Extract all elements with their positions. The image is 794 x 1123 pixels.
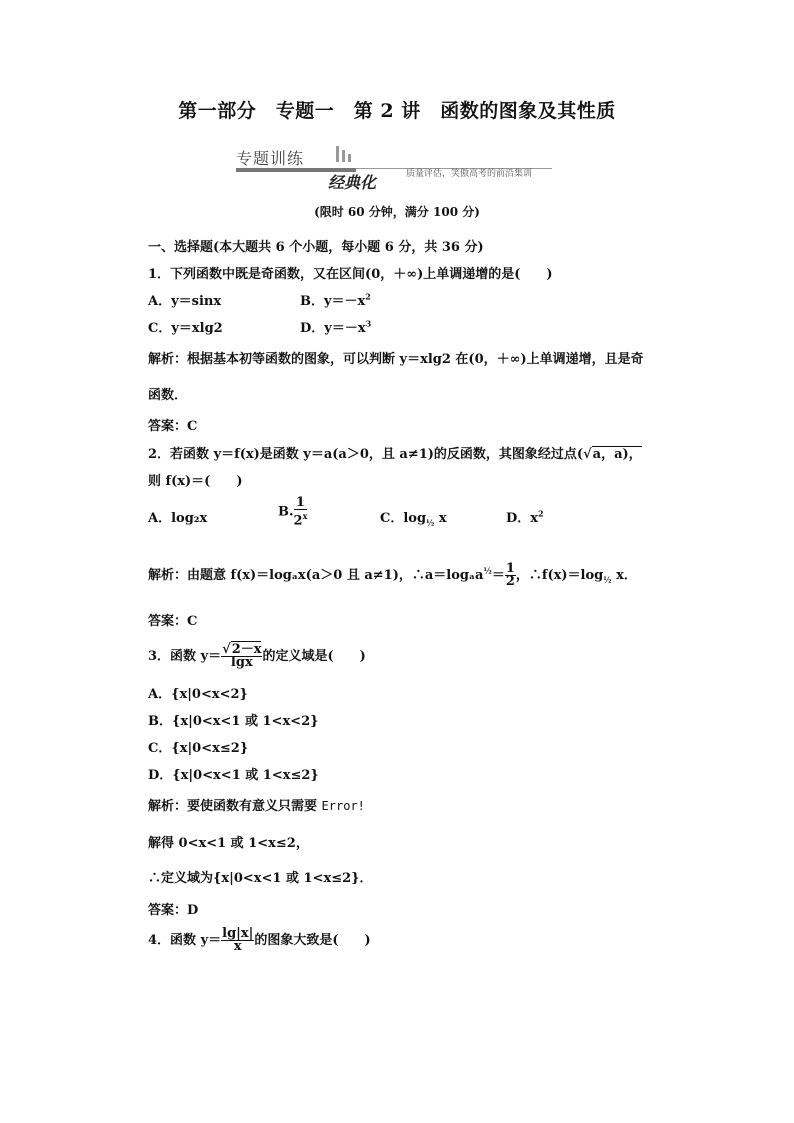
banner (236, 140, 566, 192)
banner-deco (336, 146, 339, 162)
q3-answer: 答案：D (148, 903, 199, 918)
q1-explanation: 解析：根据基本初等函数的图象，可以判断 y＝xlg2 在(0，＋∞)上单调递增，且是奇 (148, 352, 644, 367)
q1-explanation-cont: 函数． (148, 388, 188, 403)
q1-option-d: D．$y=-x^3$ (300, 318, 372, 336)
q3-option-a: A．{x|0<x<2} (148, 687, 248, 702)
q3-option-d: D．{x|0<x<1 或 1<x≤2} (148, 768, 319, 783)
q1-stem: 1．下列函数中既是奇函数，又在区间(0，＋∞)上单调递增的是( ) (148, 267, 553, 282)
q2-explanation: 解析：由题意 f(x)＝logₐx(a＞0 且 a≠1)，∴a＝logₐa$^{\frac{1}{2}}$＝ $\frac{1}{2}$ ，$\therefore f(x)=\log_{\frac{1}{2}}$ x． (148, 561, 637, 589)
q1-option-b: B．$y=-x^2$ (300, 291, 371, 309)
banner-label: 专题训练 (236, 149, 305, 168)
banner-deco (348, 154, 351, 162)
banner-deco (342, 150, 345, 162)
q1-option-c: C．y＝xlg2 (148, 321, 223, 336)
q2-answer: 答案：C (148, 614, 198, 629)
banner-slogan: 质量评估，笑傲高考的前沿集训 (406, 169, 533, 179)
time-limit: (限时 60 分钟，满分 100 分) (314, 205, 480, 219)
q3-explanation-cont: 解得 0<x<1 或 1<x≤2， (148, 836, 309, 851)
q3-domain: ∴定义域为{x|0<x<1 或 1<x≤2}． (148, 871, 373, 886)
q3-explanation: 解析：要使函数有意义只需要 Error! (148, 799, 365, 814)
q4-stem: 4．函数 y＝ $\frac{\lg|x|}{x}$ 的图象大致是( ) (148, 926, 371, 954)
q3-option-b: B．{x|0<x<1 或 1<x<2} (148, 714, 319, 729)
q2-option-c: C．$\log_{\frac{1}{2}} x$ (380, 511, 447, 528)
q2-option-d: D．$x^2$ (506, 508, 544, 526)
q1-option-a: A．y＝sinx (148, 294, 222, 309)
page-title: 第一部分 专题一 第 2 讲 函数的图象及其性质 (178, 100, 616, 122)
q2-stem: 2．若函数 y＝f(x)是函数 y＝a(a＞0，且 a≠1)的反函数，其图象经过点(√a，a)， (148, 447, 642, 462)
q2-option-b: B. $\frac{1}{2^x}$ (278, 495, 308, 529)
q1-answer: 答案：C (148, 419, 198, 434)
q2-option-a: A．log₂x (148, 511, 208, 526)
banner-brand: 经典化 (328, 173, 377, 192)
q3-stem: 3．函数 y＝ $\frac{√2-x}{\lg x}$ 的定义域是( ) (148, 642, 366, 670)
q3-option-c: C．{x|0<x≤2} (148, 741, 249, 756)
section-heading: 一、选择题(本大题共 6 个小题，每小题 6 分，共 36 分) (148, 240, 484, 255)
q2-stem-cont: 则 f(x)＝( ) (148, 474, 243, 489)
